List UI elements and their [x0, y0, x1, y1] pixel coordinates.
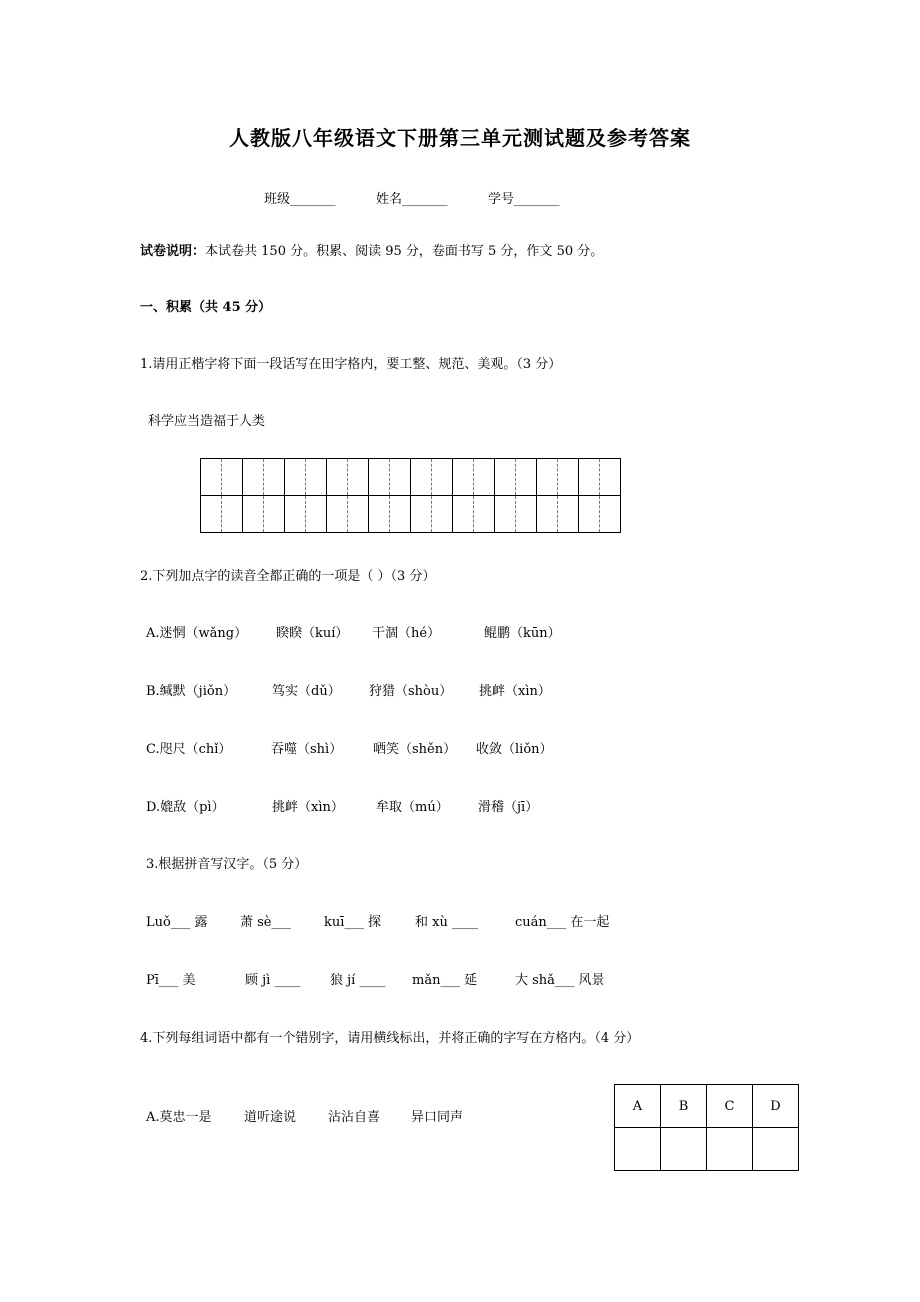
option-a-item: 睽睽（kuí） [276, 626, 349, 641]
option-a-word: 异口同声 [411, 1110, 464, 1125]
question-1-prompt: 1.请用正楷字将下面一段话写在田字格内，要工整、规范、美观。（3 分） [140, 357, 562, 372]
option-a-word: A.莫忠一是 [146, 1110, 212, 1125]
option-b-item: 挑衅（xìn） [479, 684, 551, 699]
instructions-text: 本试卷共 150 分。积累、阅读 95 分，卷面书写 5 分，作文 50 分。 [205, 244, 604, 259]
instructions [140, 240, 603, 259]
pinyin-blank: cuán___ 在一起 [515, 915, 610, 930]
pinyin-blank: 和 xù ____ [415, 915, 478, 930]
answer-cell-a[interactable] [615, 1128, 661, 1171]
option-a-item: 干涸（hé） [372, 626, 441, 641]
option-d-item: D.媲敌（pì） [146, 800, 225, 815]
option-d-item: 挑衅（xìn） [272, 800, 344, 815]
option-a-item: A.迷惘（wǎng） [146, 626, 248, 641]
pinyin-blank: 萧 sè___ [240, 915, 291, 930]
question-2-prompt: 2.下列加点字的读音全都正确的一项是（ ）（3 分） [140, 569, 436, 584]
pinyin-blank: 狼 jí ____ [330, 973, 386, 988]
section-heading: 一、积累（共 45 分） [140, 300, 272, 315]
class-field-label: 班级_______ [264, 192, 336, 207]
answer-cell-c[interactable] [707, 1128, 753, 1171]
option-c-item: 吞噬（shì） [271, 742, 343, 757]
pinyin-blank: mǎn___ 延 [412, 973, 478, 988]
question-4-prompt: 4.下列每组词语中都有一个错别字，请用横线标出，并将正确的字写在方格内。（4 分） [140, 1031, 640, 1046]
option-a-word: 沾沾自喜 [328, 1110, 381, 1125]
option-a-word: 道听途说 [244, 1110, 297, 1125]
page-title: 人教版八年级语文下册第三单元测试题及参考答案 [229, 126, 691, 150]
option-d-item: 滑稽（jī） [478, 800, 539, 815]
option-a-item: 鲲鹏（kūn） [484, 626, 561, 641]
pinyin-blank: Luǒ___ 露 [146, 915, 208, 930]
answer-header-a: A [615, 1085, 661, 1128]
answer-table [614, 1084, 799, 1171]
option-c-item: C.咫尺（chǐ） [146, 742, 232, 757]
pinyin-blank: 顾 jì ____ [245, 973, 301, 988]
option-c-item: 哂笑（shěn） [373, 742, 457, 757]
answer-header-c: C [707, 1085, 753, 1128]
instructions-label: 试卷说明： [140, 244, 206, 259]
option-b-item: 笃实（dǔ） [272, 684, 341, 699]
option-d-item: 牟取（mú） [376, 800, 449, 815]
option-c-item: 收敛（liǒn） [476, 742, 553, 757]
tianzige-grid [200, 458, 621, 533]
pinyin-blank: Pī___ 美 [146, 973, 196, 988]
option-b-item: 狩猎（shòu） [369, 684, 453, 699]
answer-header-d: D [753, 1085, 799, 1128]
pinyin-blank: kuī___ 探 [324, 915, 382, 930]
pinyin-blank: 大 shǎ___ 风景 [515, 973, 605, 988]
question-3-prompt: 3.根据拼音写汉字。（5 分） [146, 857, 308, 872]
name-field-label: 姓名_______ [376, 192, 448, 207]
answer-header-b: B [661, 1085, 707, 1128]
answer-cell-b[interactable] [661, 1128, 707, 1171]
answer-cell-d[interactable] [753, 1128, 799, 1171]
student-id-field-label: 学号_______ [488, 192, 560, 207]
option-b-item: B.缄默（jiǒn） [146, 684, 237, 699]
question-1-phrase: 科学应当造福于人类 [148, 414, 266, 429]
